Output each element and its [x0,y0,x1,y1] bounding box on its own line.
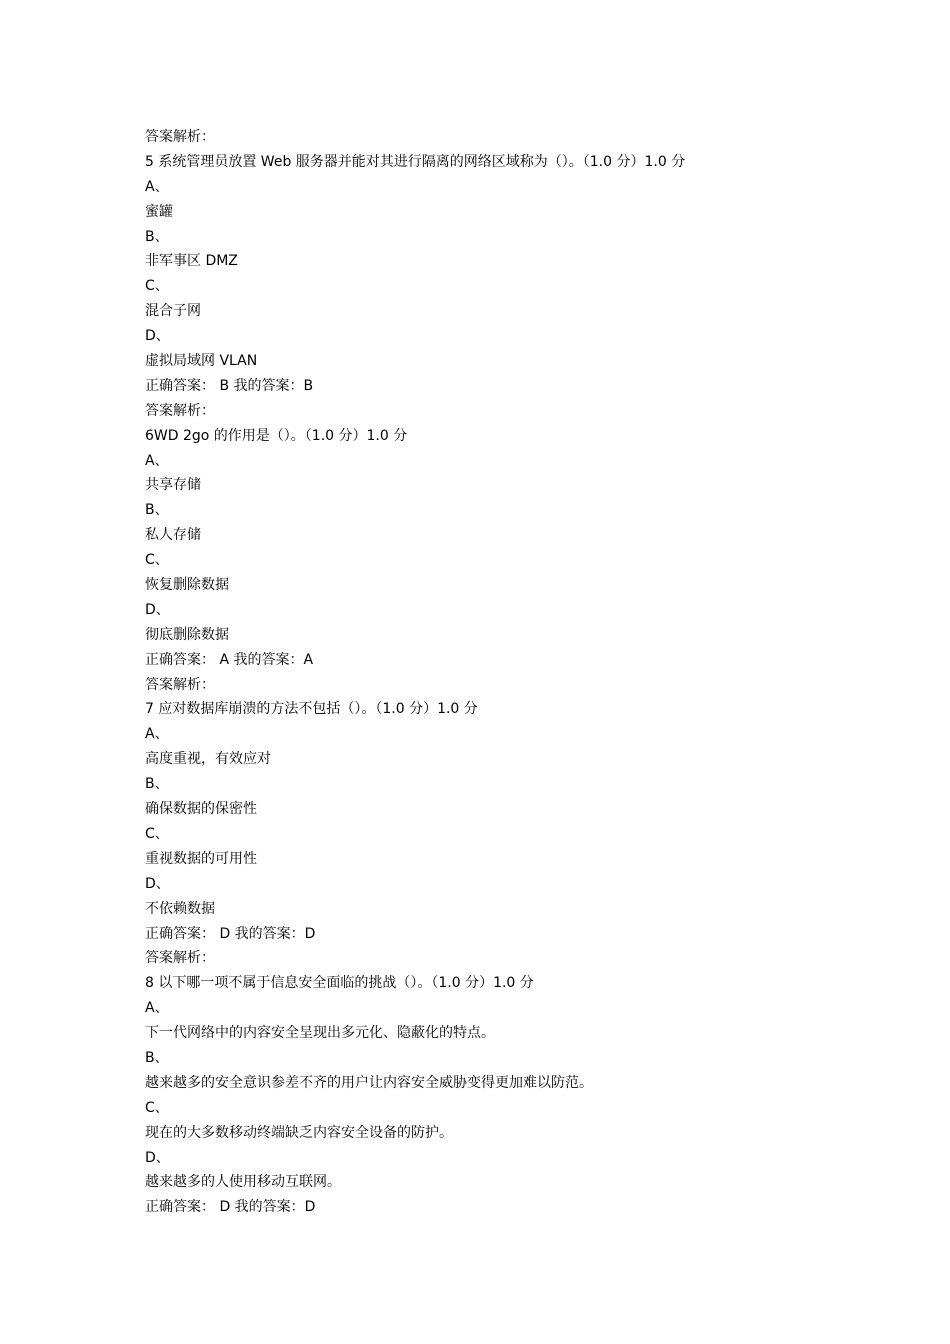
correct-answer-line: 正确答案： D 我的答案：D [145,1199,316,1216]
option-c-label: C、 [145,552,169,569]
option-a-text: 高度重视，有效应对 [145,751,271,768]
option-b-label: B、 [145,228,169,245]
option-a-text: 下一代网络中的内容安全呈现出多元化、隐蔽化的特点。 [145,1025,495,1042]
option-b-label: B、 [145,1049,169,1066]
option-a-label: A、 [145,1000,169,1017]
question-7-text: 7 应对数据库崩溃的方法不包括（）。（1.0 分）1.0 分 [145,701,478,718]
option-a-label: A、 [145,726,169,743]
option-a-text: 共享存储 [145,477,201,494]
answer-explanation-label: 答案解析： [145,129,215,145]
option-d-text: 彻底删除数据 [145,626,229,643]
option-b-text: 私人存储 [145,527,201,544]
option-d-label: D、 [145,1149,170,1166]
option-d-label: D、 [145,601,170,618]
option-c-label: C、 [145,278,169,295]
document-page [145,125,925,1220]
answer-explanation-label: 答案解析： [145,676,215,693]
option-c-text: 现在的大多数移动终端缺乏内容安全设备的防护。 [145,1124,453,1141]
option-b-label: B、 [145,776,169,793]
answer-explanation-label: 答案解析： [145,950,215,967]
option-b-text: 越来越多的安全意识参差不齐的用户让内容安全威胁变得更加难以防范。 [145,1074,593,1091]
option-c-text: 恢复删除数据 [145,577,229,594]
option-c-text: 混合子网 [145,303,201,320]
option-d-text: 虚拟局域网 VLAN [145,353,258,370]
option-b-text: 非军事区 DMZ [145,253,238,270]
option-a-label: A、 [145,178,169,195]
option-d-text: 越来越多的人使用移动互联网。 [145,1174,341,1191]
option-c-label: C、 [145,1099,169,1116]
correct-answer-line: 正确答案： A 我的答案：A [145,651,314,668]
question-5-text: 5 系统管理员放置 Web 服务器并能对其进行隔离的网络区域称为（）。（1.0 分）1.0 分 [145,153,686,170]
option-c-label: C、 [145,825,169,842]
option-b-label: B、 [145,502,169,519]
option-c-text: 重视数据的可用性 [145,850,257,867]
option-a-text: 蜜罐 [145,203,173,220]
question-6-text: 6WD 2go 的作用是（）。（1.0 分）1.0 分 [145,427,408,444]
option-a-label: A、 [145,452,169,469]
correct-answer-line: 正确答案： B 我的答案：B [145,377,314,394]
answer-explanation-label: 答案解析： [145,402,215,419]
option-d-label: D、 [145,875,170,892]
option-d-label: D、 [145,328,170,345]
correct-answer-line: 正确答案： D 我的答案：D [145,925,316,942]
option-d-text: 不依赖数据 [145,900,215,917]
option-b-text: 确保数据的保密性 [145,801,257,818]
question-8-text: 8 以下哪一项不属于信息安全面临的挑战（）。（1.0 分）1.0 分 [145,975,534,992]
